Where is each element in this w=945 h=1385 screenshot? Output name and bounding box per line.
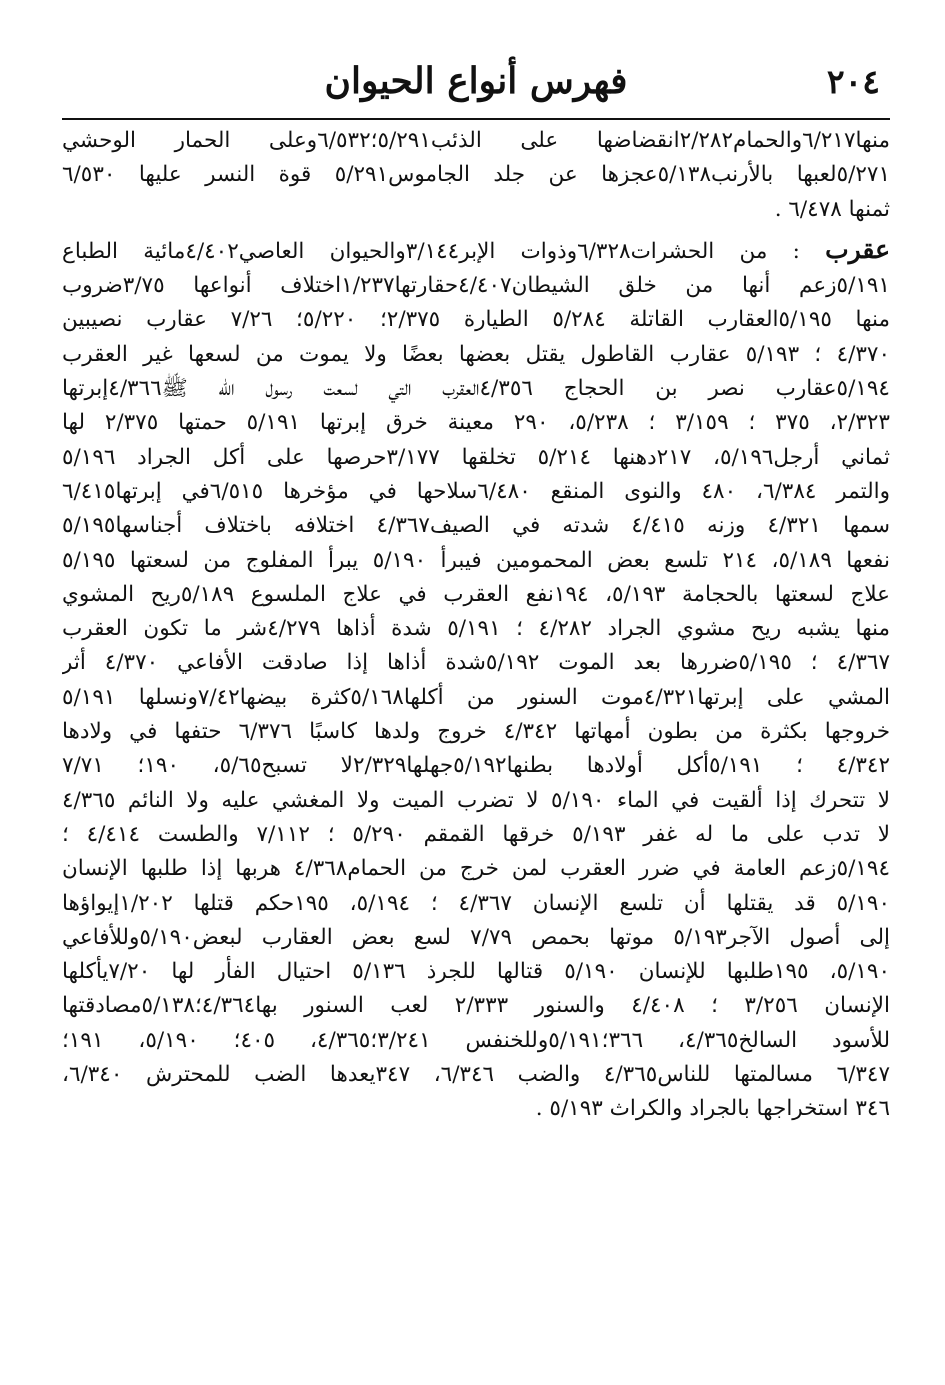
text-line: منها يشبه ريح مشوي الجراد ٤/٢٨٢ ؛ ٥/١٩١ شدة أذاها ٤/٢٧٩شر ما تكون العقرب (62, 616, 890, 642)
text-line: ٤/٣٤٢ ؛ ٥/١٩١أكل أولادها بطنها٥/١٩٢جهلها٢/٣٢٩لا تسبح٥/٦٥، ١٩٠؛ ٧/٧١ (62, 753, 890, 779)
text-line: علاج لسعتها بالحجامة ٥/١٩٣، ١٩٤نفع العقرب في علاج الملسوع ٥/١٨٩ريح المشوي (62, 581, 890, 607)
text-line: والتمر ٦/٣٨٤، ٤٨٠ والنوى المنقع ٦/٤٨٠سلاحها في مؤخرها ٦/٥١٥في إبرتها٦/٤١٥ (62, 478, 890, 504)
text-line: ٥/١٩٠ قد يقتلها أن تلسع الإنسان ٤/٣٦٧ ؛ ٥/١٩٤، ١٩٥حكم قتلها ١/٢٠٢إيواؤها (62, 890, 890, 916)
text-line: الإنسان ٣/٢٥٦ ؛ ٤/٤٠٨ والسنور ٢/٣٣٣ لعب السنور بها٤/٣٦٤؛٥/١٣٨مصادقتها (62, 993, 890, 1019)
text-line: ٥/٢٧١لعبها بالأرنب٥/١٣٨عجزها عن جلد الجاموس٥/٢٩١ قوة النسر عليها ٦/٥٣٠ (62, 162, 890, 188)
text-line: ٤/٣٦٧ ؛ ٥/١٩٥ضررها بعد الموت ٥/١٩٢شدة أذاها إذا صادقت الأفاعي ٤/٣٧٠ أثر (62, 650, 890, 676)
text-line: للأسود السالخ٤/٣٦٥، ٣٦٦؛٥/١٩١وللخنفس ٣/٢٤١؛٤/٣٦٥، ٤٠٥؛ ٥/١٩٠، ١٩١؛ (62, 1027, 890, 1053)
text-line: ٥/١٩٠، ١٩٥طلبها للإنسان ٥/١٩٠ قتالها للجرذ ٥/١٣٦ احتيال الفأر لها ٧/٢٠يأكلها (62, 959, 890, 985)
text-line: المشي على إبرتها٤/٣٢١موت السنور من أكلها٥/١٦٨كثرة بيضها٧/٤٢ونسلها ٥/١٩١ (62, 684, 890, 710)
index-body (62, 124, 890, 1127)
entry-first-line-text: : من الحشرات٦/٣٢٨وذوات الإبر٣/١٤٤والحيوان العاصي٤/٤٠٢مائية الطباع (62, 238, 800, 264)
header-rule (62, 118, 890, 120)
text-line: ثماني أرجل٥/١٩٦، ٢١٧دهنها ٥/٢١٤ تخلقها ٣/١٧٧حرصها على أكل الجراد ٥/١٩٦ (62, 444, 890, 470)
entry-first-line (62, 233, 890, 269)
text-line: ٦/٣٤٧ مسالمتها للناس٤/٣٦٥ والضب ٦/٣٤٦، ٣٤٧يعدها الضب للمحترش ٦/٣٤٠، (62, 1062, 890, 1088)
text-line: ٣٤٦ استخراجها بالجراد والكراث ٥/١٩٣ . (535, 1096, 890, 1122)
text-line: ٥/١٩١زعم أنها من خلق الشيطان٤/٤٠٧حقارتها١/٢٣٧اختلاف أنواعها ٣/٧٥ضروب (62, 273, 890, 299)
page-number: ٢٠٤ (826, 62, 880, 101)
text-line: سمها ٤/٣٢١ وزنه ٤/٤١٥ شدته في الصيف٤/٣٦٧ اختلافه باختلاف أجناسها٥/١٩٥ (62, 513, 890, 539)
text-line: لا تدب على ما له غفر ٥/١٩٣ خرقها القمقم ٥/٢٩٠ ؛ ٧/١١٢ والطست ٤/٤١٤ ؛ (62, 821, 890, 847)
text-line: إلى أصول الآجر٥/١٩٣ موتها بحمص ٧/٧٩ لسع بعض العقارب لبعض٥/١٩٠وللأفاعي (62, 924, 890, 950)
text-line: منها ٥/١٩٥العقارب القاتلة ٥/٢٨٤ الطيارة ٢/٣٧٥؛ ٥/٢٢٠؛ ٧/٢٦ عقارب نصيبين (62, 307, 890, 333)
text-line: ٢/٣٢٣، ٣٧٥ ؛ ٣/١٥٩ ؛ ٥/٢٣٨، ٢٩٠ معينة خرق إبرتها ٥/١٩١ حمتها ٢/٣٧٥ لها (62, 410, 890, 436)
text-line: نفعها ٥/١٨٩، ٢١٤ تلسع بعض المحمومين فيبرأ ٥/١٩٠ يبرأ المفلوج من لسعتها ٥/١٩٥ (62, 547, 890, 573)
text-line: ثمنها ٦/٤٧٨ . (774, 196, 890, 222)
text-line: منها٦/٢١٧والحمام٢/٢٨٢انقضاضها على الذئب٥/٢٩١؛٦/٥٣٢وعلى الحمار الوحشي (62, 128, 890, 153)
text-line: ٥/١٩٤زعم العامة في ضرر العقرب لمن خرج من الحمام٤/٣٦٨ هربها إذا طلبها الإنسان (62, 856, 890, 882)
page-header (62, 58, 890, 116)
text-line: خروجها بكثرة من بطون أمهاتها ٤/٣٤٢ خروج ولدها كاسبًا ٦/٣٧٦ حتفها في ولادها (62, 719, 890, 745)
text-line: لا تتحرك إذا ألقيت في الماء ٥/١٩٠ لا تضرب الميت ولا المغشي عليه ولا النائم ٤/٣٦٥ (62, 787, 890, 813)
text-line: ٤/٣٧٠ ؛ ٥/١٩٣ عقارب القاطول يقتل بعضها بعضًا ولا يموت من لسعها غير العقرب (62, 341, 890, 367)
entry-keyword: عقرب (825, 234, 890, 264)
running-title: فهرس أنواع الحيوان (324, 60, 628, 102)
text-line: ٥/١٩٤عقارب نصر بن الحجاج ٤/٣٥٦العقرب التي لسعت رسول الله ﷺ٤/٣٦٦إبرتها (62, 376, 890, 402)
